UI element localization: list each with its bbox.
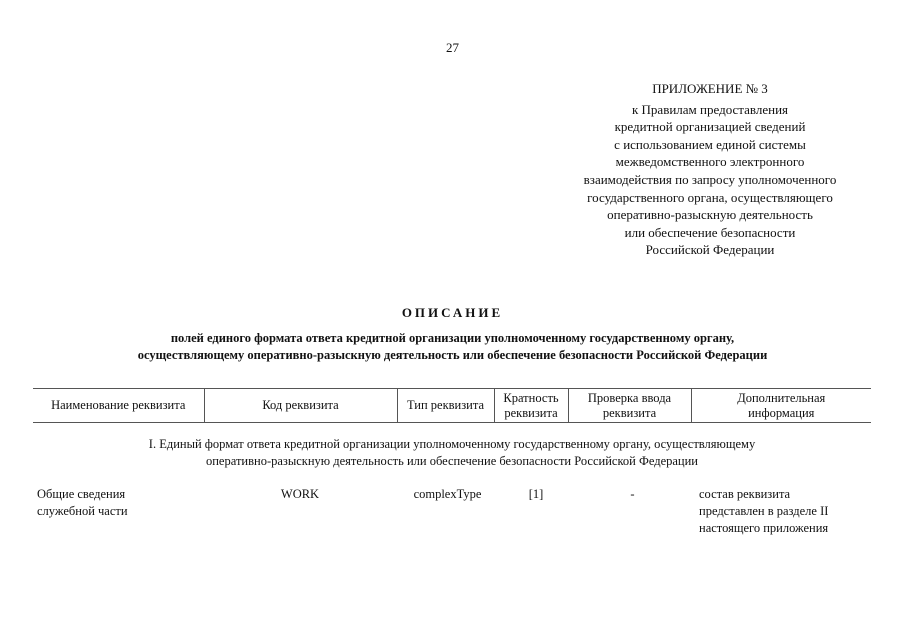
table-row-field-name: Общие сведения служебной части	[37, 487, 128, 518]
table-header-row	[33, 389, 871, 423]
header-multiplicity: Кратность реквизита	[494, 389, 568, 423]
appendix-line: Российской Федерации	[645, 242, 775, 258]
header-field-type: Тип реквизита	[397, 389, 494, 423]
document-subtitle	[30, 330, 875, 364]
appendix-line: кредитной организацией сведений	[614, 119, 806, 135]
header-additional-info: Дополнительная информация	[691, 389, 871, 423]
appendix-line: государственного органа, осуществляющего	[587, 189, 833, 205]
header-field-code: Код реквизита	[204, 389, 397, 423]
document-title: ОПИСАНИЕ	[401, 305, 504, 320]
subtitle-line: полей единого формата ответа кредитной организации уполномоченному государственному органу,	[170, 331, 735, 345]
section-title-line: I. Единый формат ответа кредитной организации уполномоченному государственному органу, осуществляющему	[148, 437, 756, 451]
table-row-multiplicity: [1]	[528, 487, 544, 501]
appendix-title: ПРИЛОЖЕНИЕ № 3	[652, 81, 768, 96]
page-number: 27	[446, 40, 459, 55]
section-title-line: оперативно-разыскную деятельность или обеспечение безопасности Российской Федерации	[205, 454, 698, 468]
appendix-line: к Правилам предоставления	[631, 101, 789, 117]
appendix-line: межведомственного электронного	[615, 154, 805, 170]
appendix-line: с использованием единой системы	[614, 136, 806, 152]
subtitle-line: осуществляющему оперативно-разыскную деятельность или обеспечение безопасности Российской Федерации	[137, 348, 768, 362]
header-field-name: Наименование реквизита	[33, 389, 204, 423]
table-row-field-code: WORK	[280, 487, 320, 501]
table-row-field-type: complexType	[413, 487, 482, 501]
appendix-block	[545, 80, 875, 259]
table-row-additional-info: состав реквизита представлен в разделе II настоящего приложения	[699, 487, 829, 535]
section-title	[33, 436, 871, 470]
field-spec-table	[33, 388, 871, 423]
table-row-input-check: -	[630, 487, 635, 501]
appendix-line: или обеспечение безопасности	[624, 224, 796, 240]
appendix-line: взаимодействия по запросу уполномоченного	[583, 171, 837, 187]
header-input-check: Проверка ввода реквизита	[568, 389, 691, 423]
appendix-line: оперативно-разыскную деятельность	[607, 207, 813, 223]
